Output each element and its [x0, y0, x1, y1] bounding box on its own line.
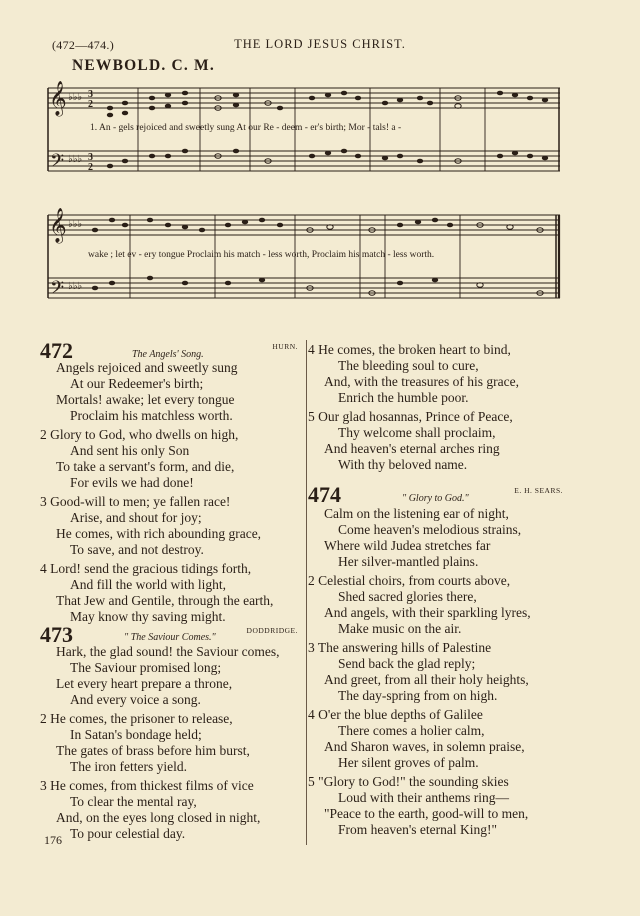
hymn-472 [40, 340, 302, 625]
music-lyrics-line-2: wake ; let ev - ery tongue Proclaim his match - less worth, Proclaim his match - less worth. [88, 250, 435, 260]
verse-line: The bleeding soul to cure, [338, 358, 479, 373]
verse-line: And, with the treasures of his grace, [324, 374, 519, 389]
verse-line: The Saviour promised long; [70, 660, 222, 675]
verse-line: 4 He comes, the broken heart to bind, [308, 342, 511, 357]
hymn-number: 474 [308, 482, 341, 507]
hymn-author: DODDRIDGE. [246, 626, 298, 635]
column-divider [306, 340, 307, 845]
music-system-1 [40, 78, 570, 193]
verse-line: 4 Lord! send the gracious tidings forth, [40, 561, 252, 576]
svg-text:♭♭♭: ♭♭♭ [68, 154, 83, 165]
svg-text:𝄞: 𝄞 [49, 208, 67, 243]
verse-line: Calm on the listening ear of night, [324, 506, 509, 521]
verse-line: From heaven's eternal King!" [338, 822, 498, 837]
verse-line: Come heaven's melodious strains, [338, 522, 522, 537]
verse-line: Let every heart prepare a throne, [56, 676, 233, 691]
music-lyrics-line-1: 1. An - gels rejoiced and sweetly sung At our Re - deem - er's birth; Mor - tals! a - [90, 123, 402, 133]
svg-text:𝄢: 𝄢 [50, 151, 65, 176]
page-range: (472—474.) [52, 38, 114, 52]
verse-line: 3 Good-will to men; ye fallen race! [40, 494, 231, 509]
verse-line: And heaven's eternal arches ring [324, 441, 500, 456]
svg-text:♭♭♭: ♭♭♭ [68, 92, 83, 103]
verse-line: 2 Glory to God, who dwells on high, [40, 427, 239, 442]
hymn-title: " The Saviour Comes." [124, 632, 216, 643]
verse-line: And sent his only Son [70, 443, 190, 458]
hymn-number: 473 [40, 622, 73, 647]
verse-line: Angels rejoiced and sweetly sung [56, 360, 238, 375]
verse-line: Enrich the humble poor. [338, 390, 469, 405]
verse-line: Thy welcome shall proclaim, [338, 425, 496, 440]
svg-text:2: 2 [88, 99, 93, 110]
verse-line: Send back the glad reply; [338, 656, 476, 671]
svg-text:𝄞: 𝄞 [49, 81, 67, 116]
hymn-473-continued [308, 342, 598, 473]
svg-text:♭♭♭: ♭♭♭ [68, 219, 83, 230]
tune-name: NEWBOLD. C. M. [72, 57, 215, 74]
verse-line: The iron fetters yield. [70, 759, 187, 774]
verse-line: Proclaim his matchless worth. [70, 408, 233, 423]
verse-line: May know thy saving might. [70, 609, 226, 624]
verse-line: And every voice a song. [70, 692, 201, 707]
verse-line: And fill the world with light, [70, 577, 226, 592]
verse-line: In Satan's bondage held; [70, 727, 202, 742]
verse-line: Mortals! awake; let every tongue [56, 392, 235, 407]
verse-line: That Jew and Gentile, through the earth, [56, 593, 274, 608]
verse-line: 2 He comes, the prisoner to release, [40, 711, 233, 726]
page-number: 176 [44, 833, 62, 847]
verse-line: And Sharon waves, in solemn praise, [324, 739, 525, 754]
verse-line: With thy beloved name. [338, 457, 468, 472]
verse-line: Her silent groves of palm. [338, 755, 479, 770]
hymn-title: " Glory to God." [402, 493, 469, 504]
verse-line: 5 "Glory to God!" the sounding skies [308, 774, 509, 789]
verse-line: Shed sacred glories there, [338, 589, 477, 604]
verse-line: And, on the eyes long closed in night, [56, 810, 261, 825]
verse-line: 5 Our glad hosannas, Prince of Peace, [308, 409, 513, 424]
verse-line: For evils we had done! [70, 475, 194, 490]
verse-line: Make music on the air. [338, 621, 462, 636]
verse-line: The gates of brass before him burst, [56, 743, 250, 758]
verse-line: 2 Celestial choirs, from courts above, [308, 573, 511, 588]
verse-line: 3 He comes, from thickest films of vice [40, 778, 254, 793]
hymn-author: HURN. [272, 342, 298, 351]
hymn-title: The Angels' Song. [132, 349, 204, 360]
svg-text:3: 3 [88, 89, 93, 100]
hymn-number: 472 [40, 338, 73, 363]
verse-line: "Peace to the earth, good-will to men, [324, 806, 529, 821]
verse-line: To clear the mental ray, [70, 794, 197, 809]
verse-line: 4 O'er the blue depths of Galilee [308, 707, 483, 722]
hymn-author: E. H. SEARS. [514, 486, 563, 495]
verse-line: Where wild Judea stretches far [324, 538, 491, 553]
verse-line: Hark, the glad sound! the Saviour comes, [56, 644, 280, 659]
verse-line: The day-spring from on high. [338, 688, 498, 703]
svg-text:3: 3 [88, 152, 93, 163]
svg-text:♭♭♭: ♭♭♭ [68, 281, 83, 292]
verse-line: At our Redeemer's birth; [70, 376, 204, 391]
svg-text:2: 2 [88, 162, 93, 173]
verse-line: To save, and not destroy. [70, 542, 204, 557]
verse-line: And greet, from all their holy heights, [324, 672, 529, 687]
verse-line: 3 The answering hills of Palestine [308, 640, 492, 655]
verse-line: To pour celestial day. [70, 826, 186, 841]
verse-line: There comes a holier calm, [338, 723, 485, 738]
svg-text:𝄢: 𝄢 [50, 278, 65, 303]
verse-line: Her silver-mantled plains. [338, 554, 479, 569]
verse-line: And angels, with their sparkling lyres, [324, 605, 531, 620]
music-system-2 [40, 205, 570, 320]
verse-line: To take a servant's form, and die, [56, 459, 235, 474]
verse-line: Arise, and shout for joy; [70, 510, 202, 525]
hymn-474 [308, 484, 563, 838]
verse-line: Loud with their anthems ring— [338, 790, 509, 805]
running-title: THE LORD JESUS CHRIST. [234, 37, 406, 51]
verse-line: He comes, with rich abounding grace, [56, 526, 262, 541]
hymn-473 [40, 624, 302, 842]
